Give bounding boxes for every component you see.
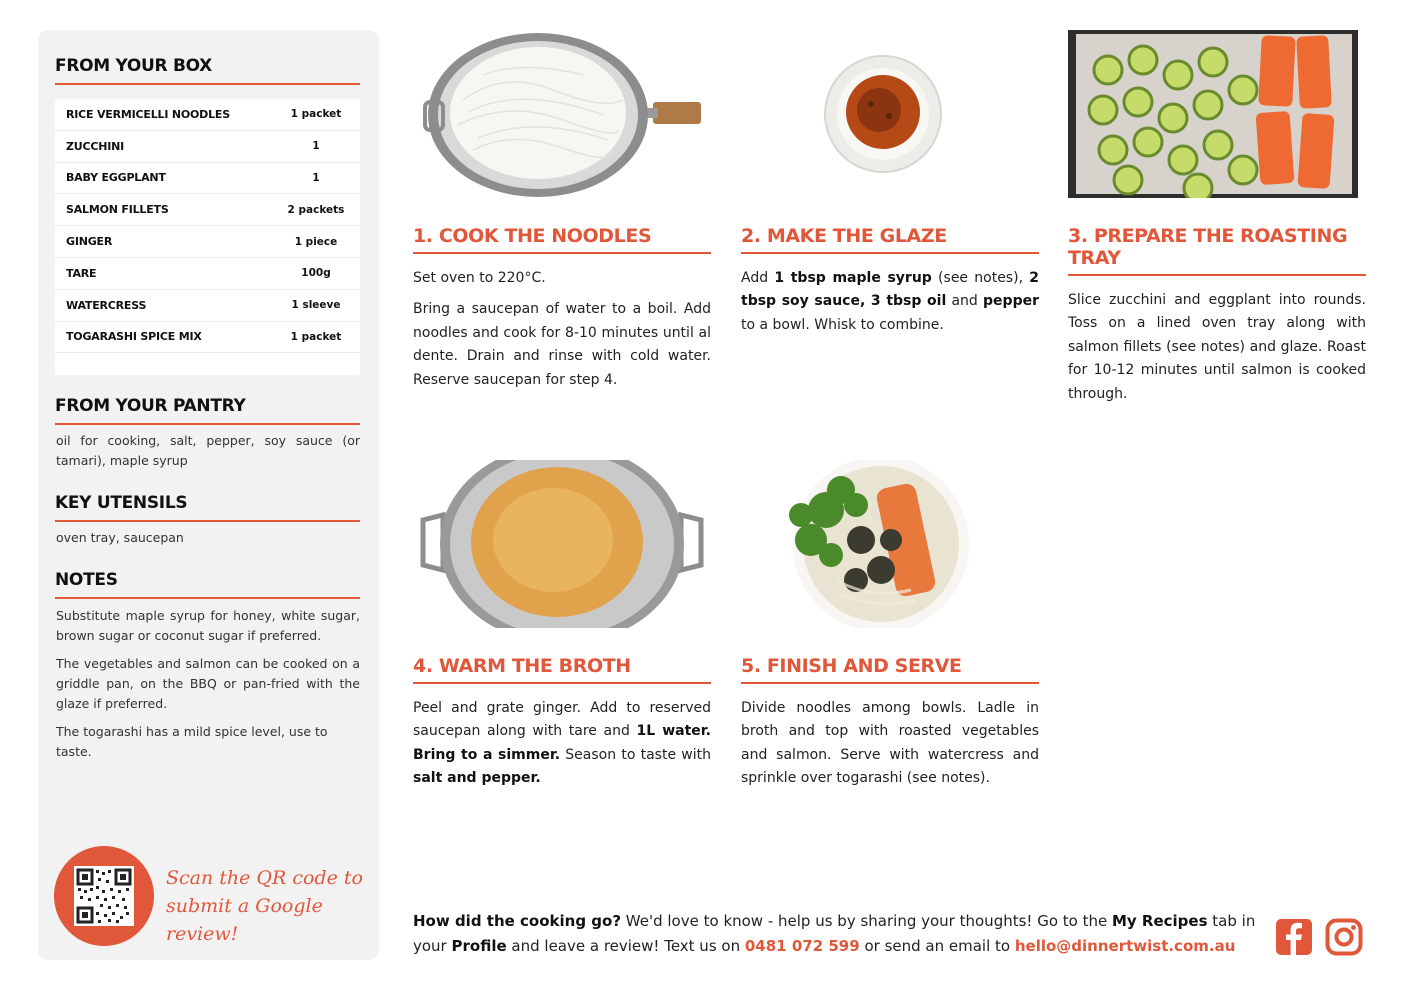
ingredient-name: RICE VERMICELLI NOODLES [66,107,230,121]
email-link[interactable]: hello@dinnertwist.com.au [1014,937,1236,955]
table-row [55,163,360,195]
ingredient-name: WATERCRESS [66,298,147,312]
text: Add [741,270,775,286]
emphasis: 2 tbsp soy sauce, 3 tbsp oil [741,270,1039,310]
ingredient-qty: 1 piece [294,235,338,248]
emphasis: salt and pepper. [413,770,541,787]
qr-caption-line: Scan the QR code to [166,867,363,889]
text: We'd love to know - help us by sharing your thoughts! Go to the [621,912,1112,930]
notes-list [56,606,360,770]
qr-badge [54,846,154,946]
ingredient-name: ZUCCHINI [66,139,125,153]
footer-lead: How did the cooking go? [413,912,622,930]
my-recipes-label: My Recipes [1111,912,1208,930]
facebook-icon[interactable] [1275,918,1313,956]
step-text: Set oven to 220°C. [413,270,546,286]
table-row [55,226,360,258]
text: and [946,293,984,310]
qr-caption-line: submit a Google review! [166,895,323,945]
step-title: 2. MAKE THE GLAZE [741,225,1039,254]
step-title: 3. PREPARE THE ROASTING TRAY [1068,225,1366,276]
profile-label: Profile [451,937,507,955]
step-5 [741,655,1039,791]
ingredient-name: BABY EGGPLANT [66,171,166,185]
ingredient-qty: 1 sleeve [291,299,341,312]
qr-code-icon[interactable] [74,866,134,926]
ingredient-name: TARE [66,266,97,280]
box-heading: FROM YOUR BOX [55,56,360,85]
table-row [55,258,360,290]
utensils-heading: KEY UTENSILS [55,493,360,522]
text: tab in your [413,912,1256,955]
ingredient-qty: 1 [312,171,320,184]
emphasis: 1L water. Bring to a simmer. [413,723,711,763]
notes-heading: NOTES [55,570,360,599]
emphasis: 1 tbsp maple syrup [774,270,932,286]
step-text: Divide noodles among bowls. Ladle in broth and top with roasted vegetables and salmon. Serve with watercress and sprinkle over togarashi (see notes). [741,700,1039,787]
text: (see notes), [931,270,1030,286]
table-row [55,194,360,226]
step-title: 5. FINISH AND SERVE [741,655,1039,684]
phone-link[interactable]: 0481 072 599 [744,937,860,955]
text: Peel and grate ginger. Add to reserved saucepan along with tare and [413,700,711,740]
step-text: Slice zucchini and eggplant into rounds. Toss on a lined oven tray along with salmon fillets (see notes) and glaze. Roast for 10-12 minutes until salmon is cooked through. [1068,292,1366,402]
table-row [55,131,360,163]
review-footer [413,909,1263,959]
note: The vegetables and salmon can be cooked on a griddle pan, on the BBQ or pan-fried with the glaze if preferred. [56,656,360,711]
step-3 [1068,225,1366,406]
noodles-photo [413,30,711,198]
text: or send an email to [859,937,1015,955]
utensils-text: oven tray, saucepan [56,530,184,545]
emphasis: pepper [983,293,1039,310]
ingredient-qty: 1 [312,140,320,153]
pantry-heading: FROM YOUR PANTRY [55,396,360,425]
ingredient-name: GINGER [66,235,113,249]
ingredient-qty: 2 packets [287,203,345,216]
instagram-icon[interactable] [1325,918,1363,956]
ingredients-table [55,99,360,375]
pantry-text: oil for cooking, salt, pepper, soy sauce (or tamari), maple syrup [56,433,360,468]
ingredient-name: TOGARASHI SPICE MIX [66,330,202,344]
note: The togarashi has a mild spice level, use to taste. [56,724,328,759]
ingredient-qty: 1 packet [290,108,342,121]
table-row [55,290,360,322]
table-row [55,322,360,354]
step-title: 4. WARM THE BROTH [413,655,711,684]
ingredient-qty: 100g [301,267,331,280]
step-text [413,697,711,791]
step-2 [741,225,1039,337]
finished-dish-photo [741,460,1039,628]
ingredient-qty: 1 packet [290,330,342,343]
ingredient-name: SALMON FILLETS [66,203,169,217]
text: and leave a review! Text us on [506,937,745,955]
broth-photo [413,460,711,628]
note: Substitute maple syrup for honey, white sugar, brown sugar or coconut sugar if preferred. [56,608,360,643]
step-text: Bring a saucepan of water to a boil. Add noodles and cook for 8-10 minutes until al dente. Drain and rinse with cold water. Reserve saucepan for step 4. [413,301,711,388]
text: to a bowl. Whisk to combine. [741,316,944,333]
step-4 [413,655,711,791]
glaze-photo [741,30,1039,198]
qr-caption [166,864,366,948]
sidebar [38,30,379,960]
step-text [741,267,1039,337]
step-1 [413,225,711,392]
text: Season to taste with [560,746,711,763]
step-title: 1. COOK THE NOODLES [413,225,711,254]
table-row [55,99,360,131]
roasting-tray-photo [1068,30,1358,198]
